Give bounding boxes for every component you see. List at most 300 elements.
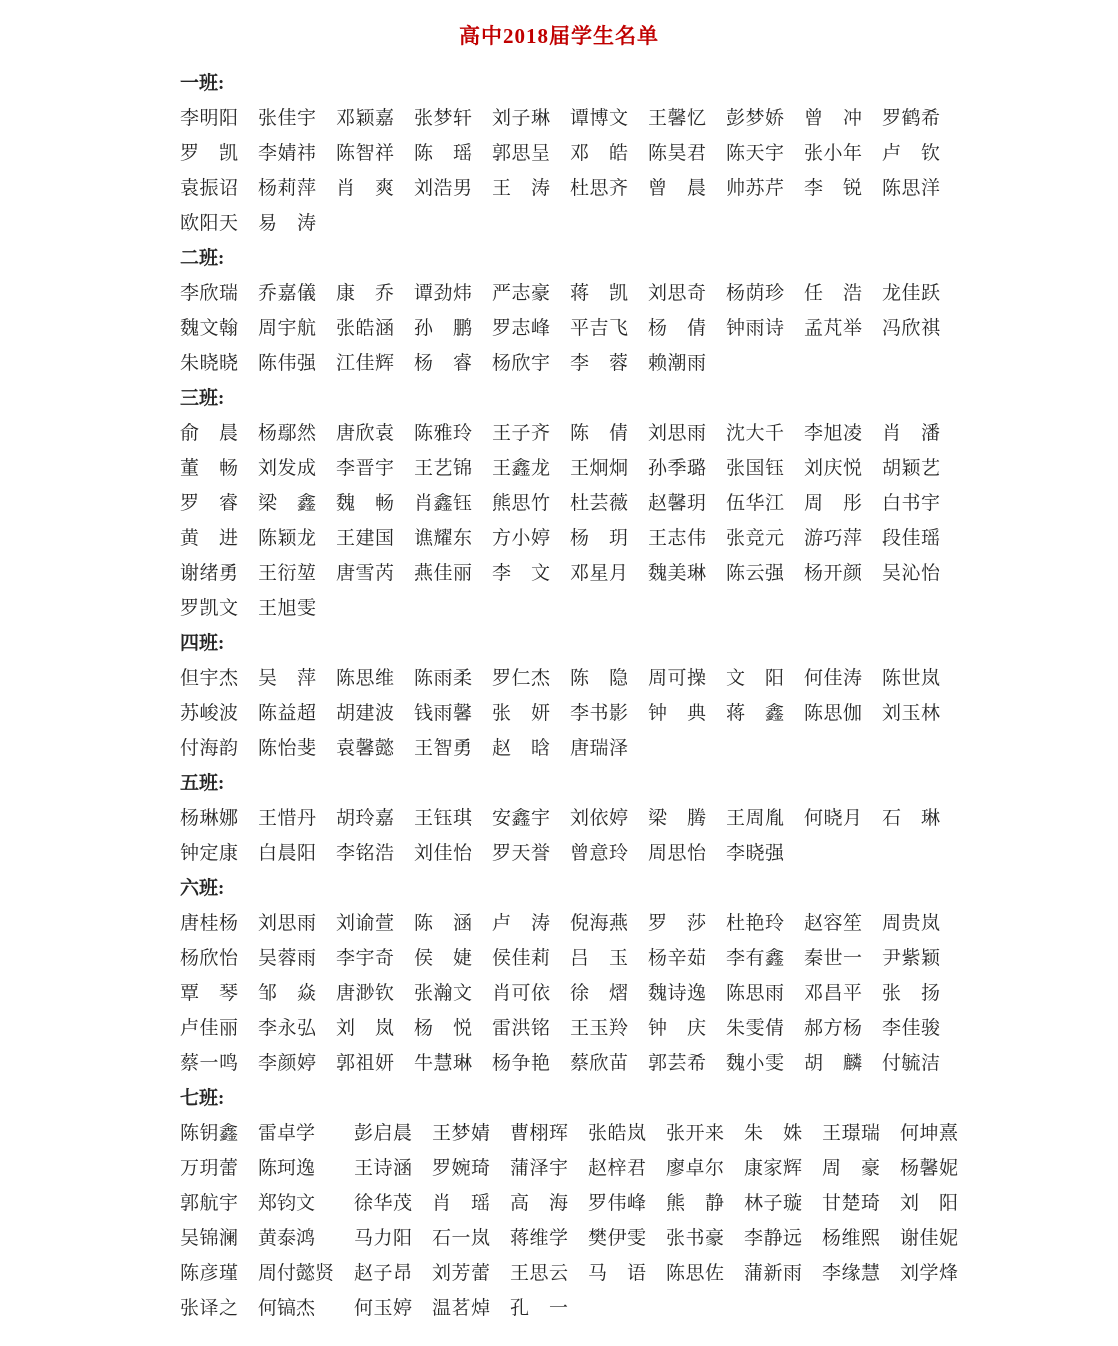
student-name: 安鑫宇 [492,808,550,829]
name-row [180,731,968,766]
student-name: 杨鄢然 [258,423,316,444]
student-name: 周可操 [648,668,706,689]
student-name: 廖卓尔 [666,1158,724,1179]
student-name: 吕玉 [570,948,628,969]
student-name: 李明阳 [180,108,238,129]
class-label: 二班: [180,248,225,269]
student-name: 邓颖嘉 [336,108,394,129]
student-name: 江佳辉 [336,353,394,374]
student-name: 陈雅玲 [414,423,472,444]
student-name: 杨倩 [648,318,706,339]
student-name: 付毓洁 [882,1053,940,1074]
student-name: 魏美琳 [648,563,706,584]
student-name: 肖爽 [336,178,394,199]
student-name: 刘学烽 [900,1263,958,1284]
student-name: 李书影 [570,703,628,724]
student-name: 马语 [588,1263,646,1284]
student-name: 董畅 [180,458,238,479]
student-name: 周贵岚 [882,913,940,934]
student-name: 王馨忆 [648,108,706,129]
name-row [180,1221,968,1256]
student-name: 高海 [510,1193,568,1214]
student-name: 周彤 [804,493,862,514]
student-name: 孔一 [510,1298,568,1319]
student-name: 张小年 [804,143,862,164]
name-row [180,1186,968,1221]
student-name: 何晓月 [804,808,862,829]
student-name: 刘庆悦 [804,458,862,479]
student-name: 郝方杨 [804,1018,862,1039]
student-name: 袁馨懿 [336,738,394,759]
student-name: 郭思呈 [492,143,550,164]
student-name: 吴沁怡 [882,563,940,584]
student-name: 罗凯 [180,143,238,164]
student-name: 钟典 [648,703,706,724]
student-name: 朱雯倩 [726,1018,784,1039]
student-name: 伍华江 [726,493,784,514]
student-name: 王周胤 [726,808,784,829]
student-name: 罗凯文 [180,598,238,619]
student-name: 梁鑫 [258,493,316,514]
student-name: 蒲泽宇 [510,1158,568,1179]
student-name: 雷洪铭 [492,1018,550,1039]
student-name: 邓昌平 [804,983,862,1004]
class-label: 一班: [180,73,225,94]
student-name: 陈思洋 [882,178,940,199]
student-name: 罗志峰 [492,318,550,339]
student-name: 苏峻波 [180,703,238,724]
student-name: 侯婕 [414,948,472,969]
student-name: 罗婉琦 [432,1158,490,1179]
student-name: 魏小雯 [726,1053,784,1074]
name-row [180,976,968,1011]
student-name: 彭启晨 [354,1123,412,1144]
student-name: 周宇航 [258,318,316,339]
student-name: 孙鹏 [414,318,472,339]
student-name: 卢涛 [492,913,550,934]
student-name: 杜艳玲 [726,913,784,934]
student-name: 杨莉萍 [258,178,316,199]
student-name: 李晋宇 [336,458,394,479]
student-name: 李永弘 [258,1018,316,1039]
student-name: 陈颖龙 [258,528,316,549]
student-name: 肖鑫钰 [414,493,472,514]
student-name: 李宇奇 [336,948,394,969]
student-name: 刘阳 [900,1193,958,1214]
student-name: 袁振诏 [180,178,238,199]
student-name: 曾冲 [804,108,862,129]
student-name: 陈天宇 [726,143,784,164]
student-name: 康家辉 [744,1158,802,1179]
student-name: 刘芳蕾 [432,1263,490,1284]
student-name: 钟定康 [180,843,238,864]
student-name: 刘佳怡 [414,843,472,864]
student-name: 罗天誉 [492,843,550,864]
student-name: 魏诗逸 [648,983,706,1004]
student-name: 陈世岚 [882,668,940,689]
student-name: 罗鹤希 [882,108,940,129]
student-name: 周思怡 [648,843,706,864]
student-name: 任浩 [804,283,862,304]
student-name: 魏畅 [336,493,394,514]
student-name: 熊静 [666,1193,724,1214]
document-title: 高中2018届学生名单 [459,24,659,48]
student-name: 罗伟峰 [588,1193,646,1214]
student-name: 熊思竹 [492,493,550,514]
class-label: 四班: [180,633,225,654]
student-name: 杨荫珍 [726,283,784,304]
student-name: 唐欣袁 [336,423,394,444]
student-name: 李锐 [804,178,862,199]
student-name: 郭航宇 [180,1193,238,1214]
student-name: 付海韵 [180,738,238,759]
student-name: 平吉飞 [570,318,628,339]
student-name: 朱姝 [744,1123,802,1144]
student-name: 温茗焯 [432,1298,490,1319]
student-name: 张书豪 [666,1228,724,1249]
student-name: 陈云强 [726,563,784,584]
name-row [180,661,968,696]
student-name: 彭梦娇 [726,108,784,129]
student-name: 王玉羚 [570,1018,628,1039]
class-section-5 [180,766,968,871]
student-name: 杨馨妮 [900,1158,958,1179]
student-name: 李缘慧 [822,1263,880,1284]
student-name: 游巧萍 [804,528,862,549]
student-name: 王涛 [492,178,550,199]
student-name: 曾晨 [648,178,706,199]
student-name: 赵馨玥 [648,493,706,514]
name-row [180,1256,968,1291]
student-name: 唐渺钦 [336,983,394,1004]
student-name: 李婧祎 [258,143,316,164]
student-name: 邓星月 [570,563,628,584]
student-name: 唐瑞泽 [570,738,628,759]
student-name: 陈钥鑫 [180,1123,238,1144]
student-name: 俞晨 [180,423,238,444]
student-name: 张瀚文 [414,983,472,1004]
student-name: 甘楚琦 [822,1193,880,1214]
class-section-2 [180,241,968,381]
student-name: 蔡一鸣 [180,1053,238,1074]
student-name: 陈思维 [336,668,394,689]
student-name: 曾意玲 [570,843,628,864]
student-name: 徐华茂 [354,1193,412,1214]
student-name: 李蓉 [570,353,628,374]
name-row [180,1011,968,1046]
name-row [180,276,968,311]
student-name: 王衍堃 [258,563,316,584]
student-name: 谢绪勇 [180,563,238,584]
student-name: 蒋鑫 [726,703,784,724]
student-name: 陈伟强 [258,353,316,374]
student-name: 刘谕萱 [336,913,394,934]
student-name: 杨睿 [414,353,472,374]
student-name: 陈思佐 [666,1263,724,1284]
name-row [180,1151,968,1186]
student-name: 唐桂杨 [180,913,238,934]
student-name: 白晨阳 [258,843,316,864]
student-name: 谢佳妮 [900,1228,958,1249]
student-name: 陈隐 [570,668,628,689]
student-name: 覃琴 [180,983,238,1004]
student-name: 杨琳娜 [180,808,238,829]
student-name: 张妍 [492,703,550,724]
student-name: 秦世一 [804,948,862,969]
name-row [180,1046,968,1081]
name-row [180,941,968,976]
name-row [180,206,968,241]
student-name: 严志豪 [492,283,550,304]
student-name: 陈珂逸 [258,1158,316,1179]
student-name: 张皓岚 [588,1123,646,1144]
name-row [180,556,968,591]
student-name: 杨欣宇 [492,353,550,374]
student-name: 何坤熹 [900,1123,958,1144]
student-name: 张译之 [180,1298,238,1319]
student-name: 段佳瑶 [882,528,940,549]
student-name: 樊伊雯 [588,1228,646,1249]
student-name: 李欣瑞 [180,283,238,304]
student-name: 王智勇 [414,738,472,759]
student-name: 尹紫颖 [882,948,940,969]
student-name: 钟庆 [648,1018,706,1039]
student-name: 王旭雯 [258,598,316,619]
student-name: 肖可依 [492,983,550,1004]
student-name: 卢钦 [882,143,940,164]
student-name: 刘依婷 [570,808,628,829]
student-name: 王志伟 [648,528,706,549]
name-row [180,591,968,626]
student-name: 张佳宇 [258,108,316,129]
student-name: 郑钧文 [258,1193,316,1214]
student-name: 肖瑶 [432,1193,490,1214]
student-name: 陈涵 [414,913,472,934]
student-name: 孙季璐 [648,458,706,479]
student-name: 杜思齐 [570,178,628,199]
student-name: 梁腾 [648,808,706,829]
class-section-6 [180,871,968,1081]
student-name: 曹栩珲 [510,1123,568,1144]
student-name: 胡麟 [804,1053,862,1074]
student-name: 张皓涵 [336,318,394,339]
student-name: 侯佳莉 [492,948,550,969]
student-name: 刘思雨 [258,913,316,934]
student-name: 刘发成 [258,458,316,479]
student-name: 赵容笙 [804,913,862,934]
student-name: 陈思雨 [726,983,784,1004]
student-name: 赵子昂 [354,1263,412,1284]
student-name: 王诗涵 [354,1158,412,1179]
class-label: 七班: [180,1088,225,1109]
student-name: 张国钰 [726,458,784,479]
student-name: 石一岚 [432,1228,490,1249]
student-name: 陈瑶 [414,143,472,164]
class-section-1 [180,66,968,241]
student-name: 杨欣怡 [180,948,238,969]
student-name: 赵梓君 [588,1158,646,1179]
name-row [180,171,968,206]
student-name: 杨悦 [414,1018,472,1039]
name-row [180,311,968,346]
name-row [180,451,968,486]
class-section-4 [180,626,968,766]
student-name: 张竞元 [726,528,784,549]
student-name: 雷卓学 [258,1123,316,1144]
student-name: 周豪 [822,1158,880,1179]
student-name: 石琳 [882,808,940,829]
student-name: 张开来 [666,1123,724,1144]
name-row [180,346,968,381]
student-name: 李文 [492,563,550,584]
student-name: 陈雨柔 [414,668,472,689]
name-row [180,416,968,451]
student-name: 马力阳 [354,1228,412,1249]
name-row [180,521,968,556]
class-section-7 [180,1081,968,1326]
student-name: 帅苏芹 [726,178,784,199]
student-name: 胡颖艺 [882,458,940,479]
student-name: 刘思奇 [648,283,706,304]
student-name: 魏文翰 [180,318,238,339]
student-name: 何镐杰 [258,1298,316,1319]
name-row [180,906,968,941]
student-name: 龙佳跃 [882,283,940,304]
student-name: 王子齐 [492,423,550,444]
student-name: 李旭凌 [804,423,862,444]
student-name: 王惜丹 [258,808,316,829]
student-name: 肖潘 [882,423,940,444]
name-row [180,486,968,521]
student-name: 但宇杰 [180,668,238,689]
name-row [180,696,968,731]
student-name: 王炯炯 [570,458,628,479]
student-name: 谯耀东 [414,528,472,549]
student-name: 陈怡斐 [258,738,316,759]
name-row [180,136,968,171]
student-name: 郭祖妍 [336,1053,394,1074]
student-name: 王建国 [336,528,394,549]
student-name: 罗莎 [648,913,706,934]
student-name: 钱雨馨 [414,703,472,724]
student-name: 徐熠 [570,983,628,1004]
student-name: 张扬 [882,983,940,1004]
student-name: 王艺锦 [414,458,472,479]
student-name: 李静远 [744,1228,802,1249]
student-name: 吴蓉雨 [258,948,316,969]
student-name: 黄泰鸿 [258,1228,316,1249]
student-name: 何佳涛 [804,668,862,689]
student-name: 王璟瑞 [822,1123,880,1144]
student-name: 文阳 [726,668,784,689]
student-name: 胡建波 [336,703,394,724]
student-name: 刘子琳 [492,108,550,129]
student-name: 牛慧琳 [414,1053,472,1074]
student-name: 罗仁杰 [492,668,550,689]
student-name: 陈倩 [570,423,628,444]
student-name: 万玥蕾 [180,1158,238,1179]
student-name: 杨玥 [570,528,628,549]
student-name: 陈益超 [258,703,316,724]
student-name: 倪海燕 [570,913,628,934]
name-row [180,801,968,836]
class-label: 六班: [180,878,225,899]
student-name: 乔嘉儀 [258,283,316,304]
student-name: 吴锦澜 [180,1228,238,1249]
student-name: 李铭浩 [336,843,394,864]
name-row [180,101,968,136]
student-name: 黄进 [180,528,238,549]
student-name: 胡玲嘉 [336,808,394,829]
student-name: 邓皓 [570,143,628,164]
class-sections [180,66,968,1326]
student-name: 何玉婷 [354,1298,412,1319]
student-name: 刘岚 [336,1018,394,1039]
name-row [180,836,968,871]
student-name: 冯欣祺 [882,318,940,339]
student-name: 白书宇 [882,493,940,514]
student-name: 王梦婧 [432,1123,490,1144]
student-name: 蒲新雨 [744,1263,802,1284]
student-name: 林子璇 [744,1193,802,1214]
class-label: 三班: [180,388,225,409]
student-name: 蔡欣苗 [570,1053,628,1074]
student-name: 杨争艳 [492,1053,550,1074]
student-name: 陈昊君 [648,143,706,164]
student-name: 赖潮雨 [648,353,706,374]
student-name: 陈彦瑾 [180,1263,238,1284]
student-name: 李有鑫 [726,948,784,969]
student-name: 王思云 [510,1263,568,1284]
student-name: 李颜婷 [258,1053,316,1074]
student-name: 王钰琪 [414,808,472,829]
student-name: 谭博文 [570,108,628,129]
name-row [180,1116,968,1151]
student-name: 谭劲炜 [414,283,472,304]
student-name: 杜芸薇 [570,493,628,514]
student-name: 康乔 [336,283,394,304]
student-name: 杨开颜 [804,563,862,584]
student-name: 周付懿贤 [258,1263,335,1284]
student-name: 刘玉林 [882,703,940,724]
student-name: 李佳骏 [882,1018,940,1039]
student-name: 卢佳丽 [180,1018,238,1039]
student-name: 邹焱 [258,983,316,1004]
class-section-3 [180,381,968,626]
student-name: 罗睿 [180,493,238,514]
student-name: 张梦轩 [414,108,472,129]
student-name: 朱晓晓 [180,353,238,374]
student-name: 易涛 [258,213,316,234]
student-name: 杨维熙 [822,1228,880,1249]
student-name: 吴萍 [258,668,316,689]
student-name: 郭芸希 [648,1053,706,1074]
student-name: 方小婷 [492,528,550,549]
name-row [180,1291,968,1326]
student-name: 刘浩男 [414,178,472,199]
student-name: 沈大千 [726,423,784,444]
student-name: 陈思伽 [804,703,862,724]
student-name: 陈智祥 [336,143,394,164]
student-name: 李晓强 [726,843,784,864]
student-name: 杨辛茹 [648,948,706,969]
student-name: 钟雨诗 [726,318,784,339]
student-name: 孟芃举 [804,318,862,339]
student-name: 蒋凯 [570,283,628,304]
student-name: 刘思雨 [648,423,706,444]
student-name: 燕佳丽 [414,563,472,584]
student-name: 王鑫龙 [492,458,550,479]
